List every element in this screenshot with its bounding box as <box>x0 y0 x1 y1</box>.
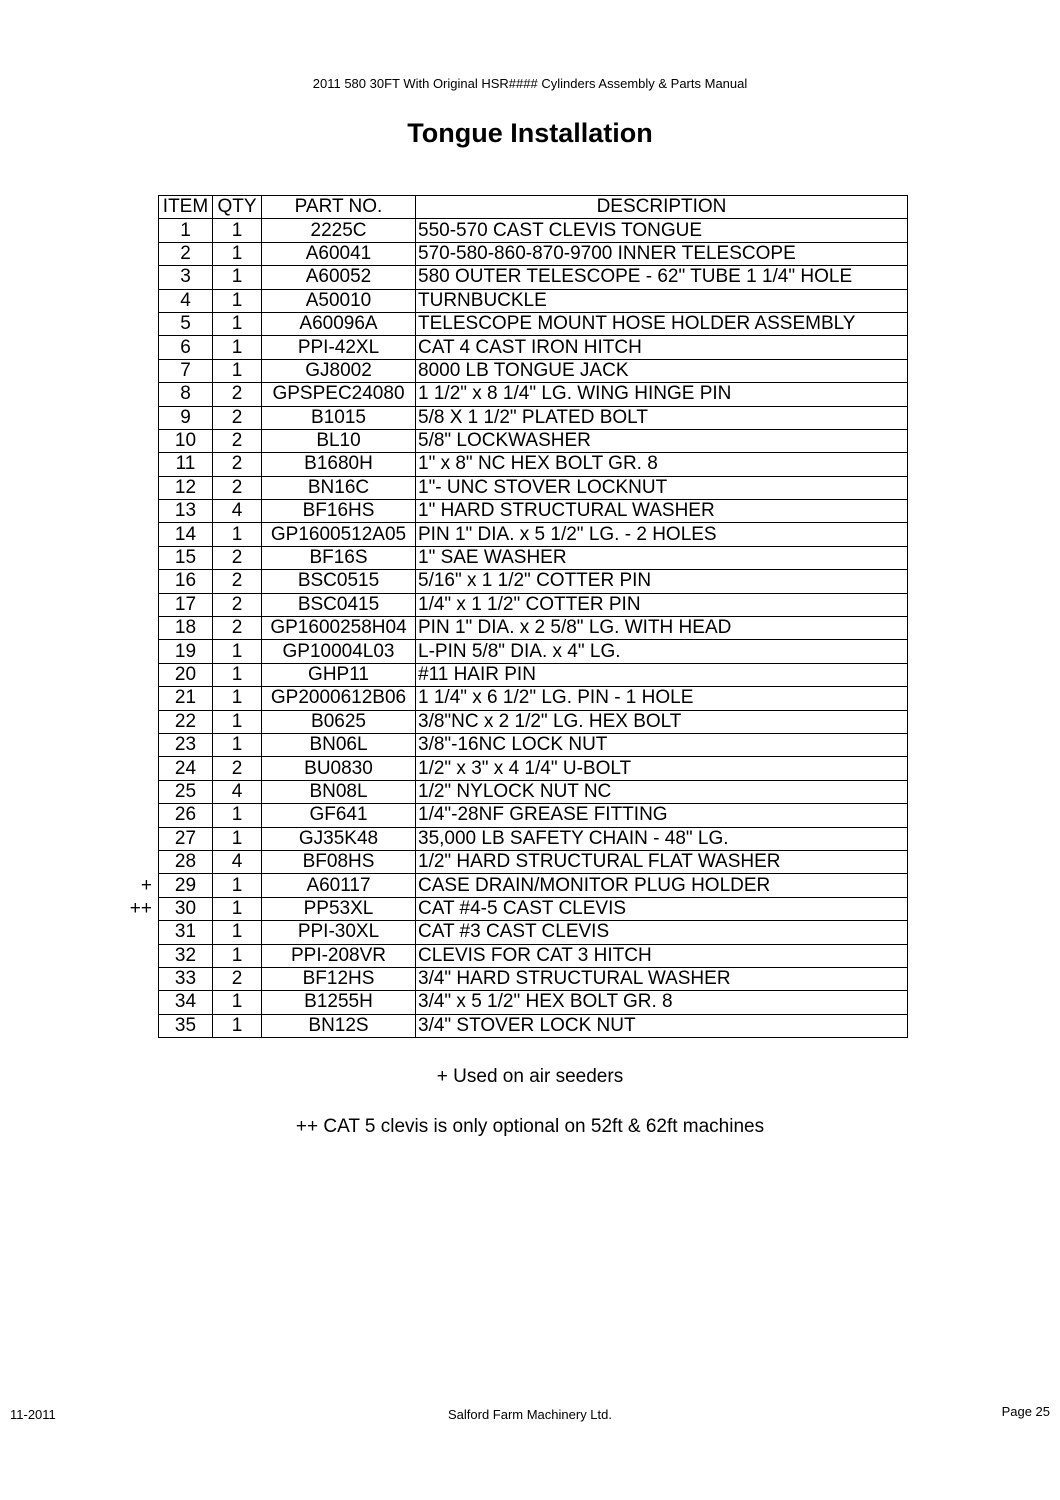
table-row <box>159 383 908 406</box>
table-row <box>159 593 908 616</box>
table-row <box>159 359 908 382</box>
table-row <box>159 780 908 803</box>
table-header-row <box>159 196 908 219</box>
column-header-part-no: PART NO. <box>262 196 416 219</box>
item-cell: 9 <box>159 406 213 429</box>
part-number-cell: B1255H <box>262 991 416 1014</box>
qty-cell: 2 <box>213 570 262 593</box>
qty-cell: 4 <box>213 780 262 803</box>
item-cell: 26 <box>159 804 213 827</box>
qty-cell: 1 <box>213 663 262 686</box>
part-number-cell: A60096A <box>262 312 416 335</box>
qty-cell: 1 <box>213 827 262 850</box>
qty-cell: 2 <box>213 757 262 780</box>
table-row <box>159 874 908 897</box>
item-cell: 18 <box>159 617 213 640</box>
table-row <box>159 663 908 686</box>
item-cell: 13 <box>159 500 213 523</box>
table-row <box>159 312 908 335</box>
description-cell: PIN 1" DIA. x 2 5/8" LG. WITH HEAD <box>416 617 908 640</box>
part-number-cell: B1680H <box>262 453 416 476</box>
qty-cell: 1 <box>213 921 262 944</box>
column-header-qty: QTY <box>213 196 262 219</box>
description-cell: 1/2" x 3" x 4 1/4" U-BOLT <box>416 757 908 780</box>
description-cell: CLEVIS FOR CAT 3 HITCH <box>416 944 908 967</box>
table-row <box>159 336 908 359</box>
part-number-cell: B0625 <box>262 710 416 733</box>
qty-cell: 1 <box>213 733 262 756</box>
item-cell: 3 <box>159 266 213 289</box>
part-number-cell: A60117 <box>262 874 416 897</box>
qty-cell: 1 <box>213 242 262 265</box>
description-cell: 1 1/2" x 8 1/4" LG. WING HINGE PIN <box>416 383 908 406</box>
table-row <box>159 546 908 569</box>
item-cell: 17 <box>159 593 213 616</box>
description-cell: TELESCOPE MOUNT HOSE HOLDER ASSEMBLY <box>416 312 908 335</box>
item-cell: 29 <box>159 874 213 897</box>
row-marker: + <box>140 874 152 896</box>
footer-company: Salford Farm Machinery Ltd. <box>447 1407 612 1422</box>
item-cell: 35 <box>159 1014 213 1037</box>
footnote-air-seeders: + Used on air seeders <box>436 1066 624 1087</box>
table-row <box>159 406 908 429</box>
table-row <box>159 710 908 733</box>
description-cell: 3/4" STOVER LOCK NUT <box>416 1014 908 1037</box>
qty-cell: 2 <box>213 476 262 499</box>
qty-cell: 2 <box>213 546 262 569</box>
table-row <box>159 944 908 967</box>
item-cell: 24 <box>159 757 213 780</box>
item-cell: 19 <box>159 640 213 663</box>
qty-cell: 4 <box>213 500 262 523</box>
description-cell: 1/4"-28NF GREASE FITTING <box>416 804 908 827</box>
qty-cell: 2 <box>213 383 262 406</box>
description-cell: CAT #3 CAST CLEVIS <box>416 921 908 944</box>
description-cell: 570-580-860-870-9700 INNER TELESCOPE <box>416 242 908 265</box>
description-cell: 3/8"NC x 2 1/2" LG. HEX BOLT <box>416 710 908 733</box>
description-cell: L-PIN 5/8" DIA. x 4" LG. <box>416 640 908 663</box>
qty-cell: 1 <box>213 874 262 897</box>
table-row <box>159 523 908 546</box>
table-row <box>159 242 908 265</box>
table-row <box>159 617 908 640</box>
part-number-cell: PPI-208VR <box>262 944 416 967</box>
item-cell: 2 <box>159 242 213 265</box>
description-cell: 3/4" x 5 1/2" HEX BOLT GR. 8 <box>416 991 908 1014</box>
manual-header: 2011 580 30FT With Original HSR#### Cylinders Assembly & Parts Manual <box>312 76 748 91</box>
table-row <box>159 289 908 312</box>
item-cell: 31 <box>159 921 213 944</box>
item-cell: 5 <box>159 312 213 335</box>
description-cell: 1" SAE WASHER <box>416 546 908 569</box>
part-number-cell: GJ35K48 <box>262 827 416 850</box>
table-row <box>159 850 908 873</box>
item-cell: 8 <box>159 383 213 406</box>
table-row <box>159 1014 908 1037</box>
qty-cell: 1 <box>213 1014 262 1037</box>
table-row <box>159 453 908 476</box>
item-cell: 16 <box>159 570 213 593</box>
table-row <box>159 804 908 827</box>
description-cell: 1/2" HARD STRUCTURAL FLAT WASHER <box>416 850 908 873</box>
part-number-cell: A60052 <box>262 266 416 289</box>
qty-cell: 1 <box>213 710 262 733</box>
parts-table <box>158 195 908 1038</box>
description-cell: 1 1/4" x 6 1/2" LG. PIN - 1 HOLE <box>416 687 908 710</box>
parts-table-body <box>159 219 908 1038</box>
description-cell: PIN 1" DIA. x 5 1/2" LG. - 2 HOLES <box>416 523 908 546</box>
description-cell: 3/8"-16NC LOCK NUT <box>416 733 908 756</box>
part-number-cell: GP1600258H04 <box>262 617 416 640</box>
description-cell: 550-570 CAST CLEVIS TONGUE <box>416 219 908 242</box>
qty-cell: 1 <box>213 289 262 312</box>
part-number-cell: GJ8002 <box>262 359 416 382</box>
item-cell: 12 <box>159 476 213 499</box>
item-cell: 30 <box>159 897 213 920</box>
column-header-description: DESCRIPTION <box>416 196 908 219</box>
item-cell: 6 <box>159 336 213 359</box>
description-cell: 1/2" NYLOCK NUT NC <box>416 780 908 803</box>
item-cell: 10 <box>159 429 213 452</box>
part-number-cell: BSC0515 <box>262 570 416 593</box>
description-cell: 5/16" x 1 1/2" COTTER PIN <box>416 570 908 593</box>
footer-date: 11-2011 <box>10 1407 56 1422</box>
item-cell: 20 <box>159 663 213 686</box>
part-number-cell: BN08L <box>262 780 416 803</box>
part-number-cell: PPI-30XL <box>262 921 416 944</box>
description-cell: 580 OUTER TELESCOPE - 62" TUBE 1 1/4" HOLE <box>416 266 908 289</box>
part-number-cell: BL10 <box>262 429 416 452</box>
description-cell: 1" HARD STRUCTURAL WASHER <box>416 500 908 523</box>
description-cell: 1" x 8" NC HEX BOLT GR. 8 <box>416 453 908 476</box>
part-number-cell: GP10004L03 <box>262 640 416 663</box>
table-row <box>159 570 908 593</box>
part-number-cell: BF16HS <box>262 500 416 523</box>
item-cell: 23 <box>159 733 213 756</box>
description-cell: 35,000 LB SAFETY CHAIN - 48" LG. <box>416 827 908 850</box>
item-cell: 33 <box>159 967 213 990</box>
qty-cell: 1 <box>213 312 262 335</box>
item-cell: 4 <box>159 289 213 312</box>
description-cell: TURNBUCKLE <box>416 289 908 312</box>
item-cell: 27 <box>159 827 213 850</box>
part-number-cell: GP1600512A05 <box>262 523 416 546</box>
qty-cell: 1 <box>213 523 262 546</box>
item-cell: 7 <box>159 359 213 382</box>
part-number-cell: BSC0415 <box>262 593 416 616</box>
qty-cell: 1 <box>213 359 262 382</box>
description-cell: 3/4" HARD STRUCTURAL WASHER <box>416 967 908 990</box>
part-number-cell: BF08HS <box>262 850 416 873</box>
description-cell: 5/8" LOCKWASHER <box>416 429 908 452</box>
item-cell: 34 <box>159 991 213 1014</box>
column-header-item: ITEM <box>159 196 213 219</box>
item-cell: 28 <box>159 850 213 873</box>
qty-cell: 2 <box>213 617 262 640</box>
part-number-cell: PP53XL <box>262 897 416 920</box>
description-cell: 1/4" x 1 1/2" COTTER PIN <box>416 593 908 616</box>
footer-page-number: Page 25 <box>1001 1404 1050 1419</box>
qty-cell: 1 <box>213 687 262 710</box>
description-cell: #11 HAIR PIN <box>416 663 908 686</box>
page-title: Tongue Installation <box>407 118 653 148</box>
table-row <box>159 476 908 499</box>
part-number-cell: BN06L <box>262 733 416 756</box>
item-cell: 1 <box>159 219 213 242</box>
qty-cell: 1 <box>213 944 262 967</box>
table-row <box>159 827 908 850</box>
table-row <box>159 897 908 920</box>
item-cell: 22 <box>159 710 213 733</box>
table-row <box>159 733 908 756</box>
footnote-cat5-clevis: ++ CAT 5 clevis is only optional on 52ft & 62ft machines <box>295 1116 765 1137</box>
qty-cell: 2 <box>213 429 262 452</box>
part-number-cell: BN12S <box>262 1014 416 1037</box>
item-cell: 21 <box>159 687 213 710</box>
qty-cell: 1 <box>213 640 262 663</box>
qty-cell: 2 <box>213 453 262 476</box>
table-row <box>159 429 908 452</box>
part-number-cell: GF641 <box>262 804 416 827</box>
table-row <box>159 640 908 663</box>
part-number-cell: 2225C <box>262 219 416 242</box>
table-row <box>159 500 908 523</box>
description-cell: 8000 LB TONGUE JACK <box>416 359 908 382</box>
part-number-cell: B1015 <box>262 406 416 429</box>
table-row <box>159 967 908 990</box>
row-marker: ++ <box>129 897 152 919</box>
item-cell: 25 <box>159 780 213 803</box>
description-cell: 5/8 X 1 1/2" PLATED BOLT <box>416 406 908 429</box>
item-cell: 11 <box>159 453 213 476</box>
description-cell: CAT 4 CAST IRON HITCH <box>416 336 908 359</box>
part-number-cell: PPI-42XL <box>262 336 416 359</box>
qty-cell: 4 <box>213 850 262 873</box>
table-row <box>159 921 908 944</box>
qty-cell: 1 <box>213 897 262 920</box>
part-number-cell: BU0830 <box>262 757 416 780</box>
table-row <box>159 991 908 1014</box>
description-cell: CAT #4-5 CAST CLEVIS <box>416 897 908 920</box>
qty-cell: 1 <box>213 219 262 242</box>
part-number-cell: GHP11 <box>262 663 416 686</box>
item-cell: 14 <box>159 523 213 546</box>
qty-cell: 2 <box>213 593 262 616</box>
table-row <box>159 266 908 289</box>
qty-cell: 2 <box>213 406 262 429</box>
table-row <box>159 757 908 780</box>
description-cell: CASE DRAIN/MONITOR PLUG HOLDER <box>416 874 908 897</box>
part-number-cell: GP2000612B06 <box>262 687 416 710</box>
part-number-cell: A50010 <box>262 289 416 312</box>
qty-cell: 1 <box>213 336 262 359</box>
part-number-cell: A60041 <box>262 242 416 265</box>
item-cell: 15 <box>159 546 213 569</box>
part-number-cell: BF12HS <box>262 967 416 990</box>
qty-cell: 1 <box>213 266 262 289</box>
table-row <box>159 687 908 710</box>
qty-cell: 2 <box>213 967 262 990</box>
description-cell: 1"- UNC STOVER LOCKNUT <box>416 476 908 499</box>
qty-cell: 1 <box>213 991 262 1014</box>
item-cell: 32 <box>159 944 213 967</box>
part-number-cell: BF16S <box>262 546 416 569</box>
table-row <box>159 219 908 242</box>
part-number-cell: GPSPEC24080 <box>262 383 416 406</box>
qty-cell: 1 <box>213 804 262 827</box>
part-number-cell: BN16C <box>262 476 416 499</box>
